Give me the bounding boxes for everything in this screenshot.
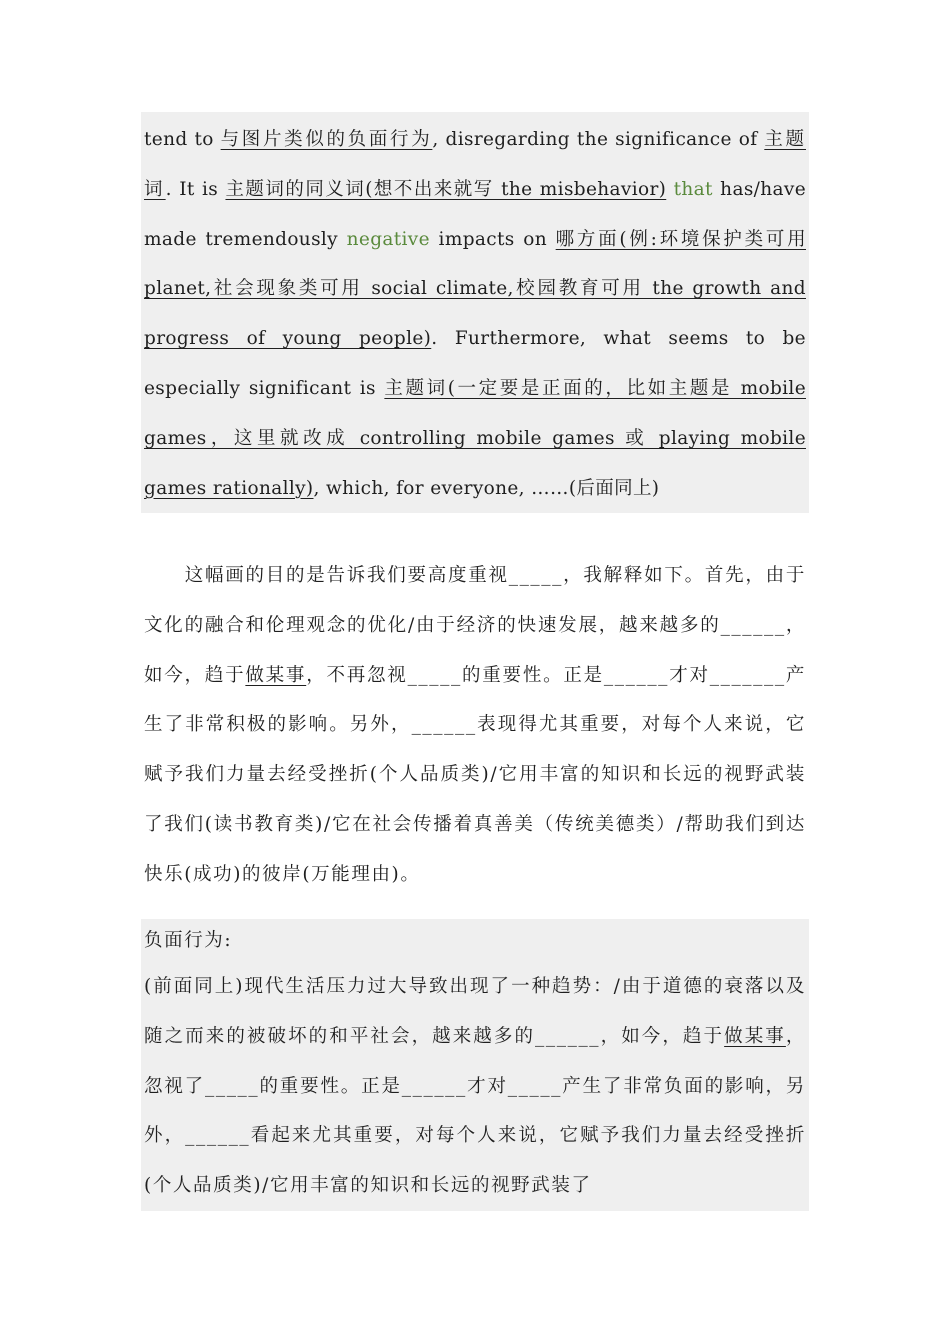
placeholder-do-something: 做某事 (724, 1025, 786, 1047)
text-segment: . It is (165, 178, 226, 200)
text-segment: tend to (144, 129, 221, 150)
section-title-negative: 负面行为: (144, 930, 233, 951)
text-segment: 这幅画的目的是告诉我们要高度重视_____，我解释如下。首先，由于文化的融合和伦理观念的优化/由于经济的快速发展，越来越多的______，如今，趋于 (144, 565, 806, 686)
placeholder-do-something: 做某事 (245, 664, 307, 686)
text-segment: impacts on (429, 228, 556, 250)
chinese-template-paragraph (144, 551, 806, 900)
text-segment: . Furthermore, what seems to be especially significant is (144, 328, 806, 399)
text-segment: has/have made tremendously (144, 178, 806, 250)
placeholder-negative-behavior: 与图片类似的负面行为 (220, 129, 433, 150)
text-segment: , disregarding the significance of (432, 129, 765, 150)
placeholder-topic-word: 主题词 (144, 129, 806, 200)
highlight-word-that: that (673, 178, 713, 200)
placeholder-synonym: 主题词的同义词(想不出来就写 the misbehavior) (225, 178, 667, 200)
text-segment: ，忽视了_____的重要性。正是______才对_____产生了非常负面的影响，另外，______看起来尤其重要，对每个人来说，它赋予我们力量去经受挫折(个人品质类)/它用丰富的知识和长远的视野武装了 (144, 1025, 806, 1197)
text-segment: (前面同上)现代生活压力过大导致出现了一种趋势：/由于道德的衰落以及随之而来的被破坏的和平社会，越来越多的______，如今，趋于 (144, 976, 806, 1047)
english-template-paragraph (144, 115, 806, 513)
text-segment: , which, for everyone, ……(后面同上) (313, 477, 660, 499)
placeholder-aspect: 哪方面(例:环境保护类可用 planet,社会现象类可用 social climate,校园教育可用 the growth and progress of young people) (144, 228, 806, 350)
text-segment: ，不再忽视_____的重要性。正是______才对_______产生了非常积极的影响。另外，______表现得尤其重要，对每个人来说，它赋予我们力量去经受挫折(个人品质类)/它用丰富的知识和长远的视野武装了我们(读书教育类)/它在社会传播着真善美（传统美德类）/帮助我们到达快乐(成功)的彼岸(万能理由)。 (144, 664, 806, 885)
placeholder-positive-topic: 主题词(一定要是正面的，比如主题是 mobile games，这里就改成 controlling mobile games 或 playing mobile games rationally) (144, 377, 806, 499)
highlight-word-negative: negative (346, 228, 430, 250)
text-segment (666, 179, 673, 200)
negative-template-paragraph (144, 962, 806, 1211)
